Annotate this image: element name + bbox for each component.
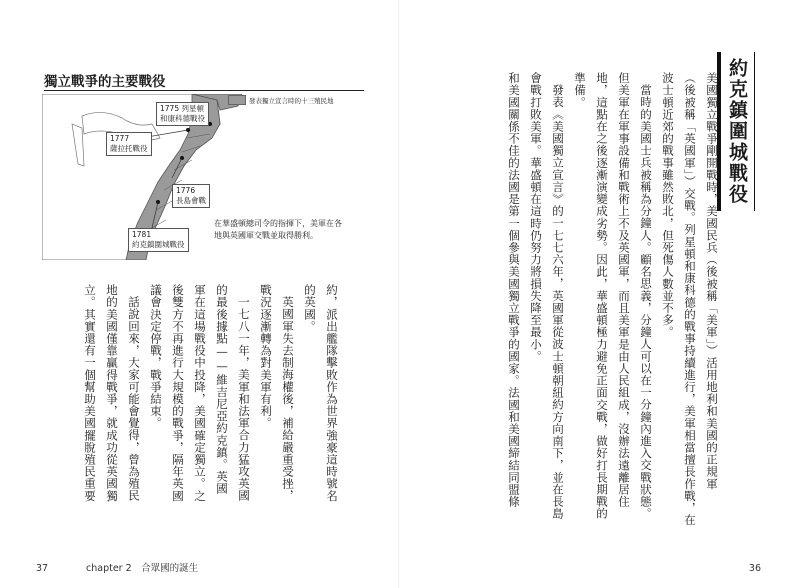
- left-page: [0, 0, 399, 588]
- body-column: 波士頓近郊的戰事雖然敗北，但死傷人數並不多。: [661, 72, 675, 339]
- title-rule: [44, 90, 364, 91]
- section-title: 約克鎮圍城戰役: [717, 52, 755, 211]
- body-column: 英國軍失去制海權後，補給嚴重受挫，: [281, 296, 295, 502]
- body-column: 的英國。: [303, 284, 317, 333]
- running-head: chapter 2 合眾國的誕生: [86, 563, 199, 574]
- callout-long-island: 1776 長島會戰: [172, 184, 210, 208]
- body-column: （後被稱「英國軍」）交戰。列星頓和康科德的戰事持續進行，美軍相當擅長作戰，在: [683, 72, 697, 527]
- body-column: 當時的美國士兵被稱為分鐘人。顧名思義，分鐘人可以在一分鐘內進入交戰狀態。: [639, 84, 653, 520]
- body-column: 和美國關係不佳的法國是第一個參與美國獨立戰爭的國家。法國和美國締結同盟條: [507, 72, 521, 508]
- body-column: 地，這點在之後逐漸演變成劣勢。因此，華盛頓極力避免正面交戰，做好打長期戰的: [595, 72, 609, 520]
- map-legend: [228, 95, 334, 105]
- callout-saratoga: 1777 薩拉托戰役: [106, 132, 152, 156]
- body-column: 立。其實還有一個幫助美國擺脫殖民重要: [83, 284, 97, 502]
- body-column: 的最後據點——維吉尼亞約克鎮。英國: [215, 284, 229, 495]
- body-column: 約，派出艦隊擊敗作為世界強豪這時號名: [325, 284, 339, 502]
- body-column: 一七八一年，美軍和法軍合力猛攻英國: [237, 296, 251, 502]
- body-column: 地的美國僅靠贏得戰爭，就成功從英國獨: [105, 284, 119, 502]
- body-column: 發表《美國獨立宣言》的一七七六年，英國軍從波士頓朝紐約方向南下，並在長島: [551, 84, 565, 520]
- page-number: 37: [36, 563, 49, 574]
- callout-lexington: 1775 列星頓 和康科德戰役: [156, 102, 209, 126]
- body-column: 後雙方不再進行大規模的戰爭，隔年英國: [171, 284, 185, 502]
- body-column: 會戰打敗美軍。華盛頓在這時仍努力將損失降至最小。: [529, 72, 543, 363]
- body-column: 準備。: [573, 72, 587, 109]
- body-column: 話說回來，大家可能會覺得，曾為殖民: [127, 296, 141, 502]
- body-column: 美國獨立戰爭剛開戰時，美國民兵（後被稱「美軍」）活用地利和美國的正規軍: [705, 72, 719, 490]
- right-page: [400, 0, 799, 588]
- callout-yorktown: 1781 約克鎮圍城戰役: [128, 228, 189, 252]
- legend-label: 發表獨立宣言時的十三殖民地: [249, 96, 334, 105]
- map-caption: 在華盛頓總司令的指揮下，美軍在各地與英國軍交戰並取得勝利。: [214, 219, 342, 240]
- body-column: 議會決定停戰，戰爭結束。: [149, 284, 163, 430]
- page-number: 36: [748, 563, 761, 574]
- legend-swatch: [228, 95, 246, 105]
- map-title: 獨立戰爭的主要戰役: [44, 74, 166, 90]
- body-column: 戰況逐漸轉為對美軍有利。: [259, 284, 273, 430]
- body-column: 但美軍在軍事設備和戰術上不及英國軍，而且美軍是由人民組成，沒辦法遠離居住: [617, 72, 631, 508]
- body-column: 軍在這場戰役中投降，美國確定獨立。之: [193, 284, 207, 502]
